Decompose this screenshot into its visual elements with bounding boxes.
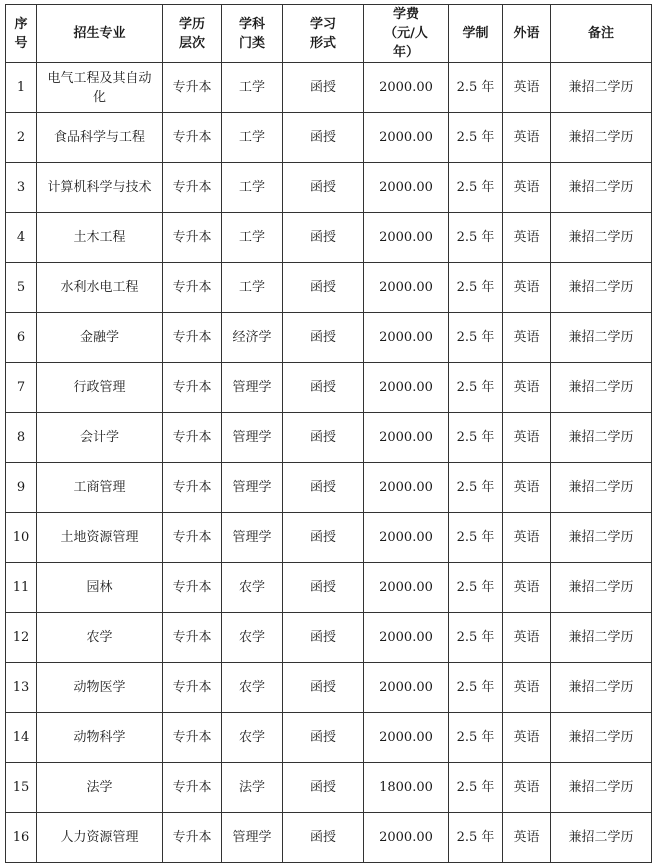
cell-major: 法学 [37, 763, 163, 813]
cell-note: 兼招二学历 [551, 363, 652, 413]
cell-level: 专升本 [163, 513, 222, 563]
cell-fee: 2000.00 [364, 613, 449, 663]
cell-level: 专升本 [163, 663, 222, 713]
cell-note: 兼招二学历 [551, 313, 652, 363]
cell-fee: 2000.00 [364, 263, 449, 313]
cell-duration: 2.5 年 [449, 513, 503, 563]
cell-note: 兼招二学历 [551, 813, 652, 863]
header-text-line: 学历 [178, 16, 205, 32]
header-level [163, 5, 222, 63]
cell-index: 13 [6, 663, 37, 713]
cell-form: 函授 [283, 513, 364, 563]
cell-category: 工学 [222, 113, 283, 163]
cell-major: 行政管理 [37, 363, 163, 413]
table-row [6, 563, 652, 613]
cell-level: 专升本 [163, 613, 222, 663]
cell-language: 英语 [503, 813, 551, 863]
cell-duration: 2.5 年 [449, 213, 503, 263]
cell-language: 英语 [503, 63, 551, 113]
cell-duration: 2.5 年 [449, 763, 503, 813]
header-row [6, 5, 652, 63]
cell-major: 工商管理 [37, 463, 163, 513]
cell-major: 农学 [37, 613, 163, 663]
cell-form: 函授 [283, 413, 364, 463]
cell-note: 兼招二学历 [551, 63, 652, 113]
table-row [6, 663, 652, 713]
cell-index: 11 [6, 563, 37, 613]
cell-level: 专升本 [163, 213, 222, 263]
cell-category: 农学 [222, 613, 283, 663]
table-row [6, 413, 652, 463]
cell-duration: 2.5 年 [449, 463, 503, 513]
cell-note: 兼招二学历 [551, 663, 652, 713]
cell-major: 动物医学 [37, 663, 163, 713]
cell-note: 兼招二学历 [551, 613, 652, 663]
cell-index: 4 [6, 213, 37, 263]
cell-duration: 2.5 年 [449, 263, 503, 313]
cell-fee: 2000.00 [364, 463, 449, 513]
cell-language: 英语 [503, 513, 551, 563]
cell-index: 5 [6, 263, 37, 313]
cell-language: 英语 [503, 613, 551, 663]
cell-language: 英语 [503, 263, 551, 313]
cell-level: 专升本 [163, 263, 222, 313]
cell-duration: 2.5 年 [449, 363, 503, 413]
cell-language: 英语 [503, 213, 551, 263]
cell-level: 专升本 [163, 713, 222, 763]
table-row [6, 463, 652, 513]
cell-language: 英语 [503, 563, 551, 613]
cell-fee: 2000.00 [364, 813, 449, 863]
cell-index: 15 [6, 763, 37, 813]
cell-level: 专升本 [163, 163, 222, 213]
cell-duration: 2.5 年 [449, 163, 503, 213]
header-duration [449, 5, 503, 63]
table-row [6, 763, 652, 813]
cell-note: 兼招二学历 [551, 113, 652, 163]
table-row [6, 613, 652, 663]
cell-major: 会计学 [37, 413, 163, 463]
cell-index: 14 [6, 713, 37, 763]
cell-language: 英语 [503, 713, 551, 763]
cell-level: 专升本 [163, 463, 222, 513]
cell-duration: 2.5 年 [449, 663, 503, 713]
cell-duration: 2.5 年 [449, 813, 503, 863]
cell-major: 园林 [37, 563, 163, 613]
cell-form: 函授 [283, 313, 364, 363]
cell-language: 英语 [503, 763, 551, 813]
cell-category: 工学 [222, 213, 283, 263]
header-text-line: 学费 [392, 7, 419, 22]
cell-level: 专升本 [163, 313, 222, 363]
header-text-line: 备注 [587, 26, 614, 41]
cell-duration: 2.5 年 [449, 563, 503, 613]
cell-index: 9 [6, 463, 37, 513]
cell-duration: 2.5 年 [449, 313, 503, 363]
table-row [6, 313, 652, 363]
cell-category: 经济学 [222, 313, 283, 363]
cell-form: 函授 [283, 263, 364, 313]
cell-language: 英语 [503, 113, 551, 163]
header-text-line: 形式 [309, 35, 336, 51]
cell-index: 7 [6, 363, 37, 413]
cell-form: 函授 [283, 663, 364, 713]
cell-language: 英语 [503, 463, 551, 513]
cell-fee: 2000.00 [364, 313, 449, 363]
cell-fee: 2000.00 [364, 113, 449, 163]
cell-fee: 2000.00 [364, 213, 449, 263]
table-row [6, 513, 652, 563]
cell-fee: 1800.00 [364, 763, 449, 813]
cell-index: 12 [6, 613, 37, 663]
cell-note: 兼招二学历 [551, 763, 652, 813]
header-note [551, 5, 652, 63]
cell-category: 农学 [222, 663, 283, 713]
cell-fee: 2000.00 [364, 63, 449, 113]
table-row [6, 113, 652, 163]
header-fee [364, 5, 449, 63]
cell-major: 食品科学与工程 [37, 113, 163, 163]
cell-category: 管理学 [222, 513, 283, 563]
cell-note: 兼招二学历 [551, 563, 652, 613]
table-header [6, 5, 652, 63]
cell-fee: 2000.00 [364, 363, 449, 413]
header-text-line: 学制 [462, 26, 489, 41]
cell-index: 1 [6, 63, 37, 113]
cell-note: 兼招二学历 [551, 163, 652, 213]
cell-fee: 2000.00 [364, 413, 449, 463]
table-row [6, 263, 652, 313]
cell-level: 专升本 [163, 113, 222, 163]
cell-category: 农学 [222, 563, 283, 613]
cell-duration: 2.5 年 [449, 113, 503, 163]
cell-note: 兼招二学历 [551, 263, 652, 313]
cell-category: 管理学 [222, 363, 283, 413]
cell-level: 专升本 [163, 363, 222, 413]
cell-major: 动物科学 [37, 713, 163, 763]
cell-level: 专升本 [163, 813, 222, 863]
cell-duration: 2.5 年 [449, 613, 503, 663]
cell-form: 函授 [283, 63, 364, 113]
cell-major: 电气工程及其自动化 [37, 63, 163, 113]
cell-fee: 2000.00 [364, 563, 449, 613]
table-row [6, 713, 652, 763]
cell-major: 计算机科学与技术 [37, 163, 163, 213]
cell-index: 6 [6, 313, 37, 363]
cell-language: 英语 [503, 363, 551, 413]
table-row [6, 213, 652, 263]
table-row [6, 163, 652, 213]
cell-form: 函授 [283, 563, 364, 613]
cell-duration: 2.5 年 [449, 63, 503, 113]
header-language [503, 5, 551, 63]
cell-category: 工学 [222, 263, 283, 313]
header-text-line: 招生专业 [73, 26, 126, 41]
cell-duration: 2.5 年 [449, 413, 503, 463]
cell-language: 英语 [503, 163, 551, 213]
cell-index: 8 [6, 413, 37, 463]
cell-form: 函授 [283, 713, 364, 763]
header-index [6, 5, 37, 63]
cell-major: 人力资源管理 [37, 813, 163, 863]
header-text-line: 年） [392, 45, 419, 60]
cell-major: 水利水电工程 [37, 263, 163, 313]
cell-form: 函授 [283, 813, 364, 863]
cell-note: 兼招二学历 [551, 713, 652, 763]
cell-major: 金融学 [37, 313, 163, 363]
cell-language: 英语 [503, 413, 551, 463]
cell-level: 专升本 [163, 413, 222, 463]
header-text-line: 外语 [513, 26, 540, 41]
cell-category: 工学 [222, 63, 283, 113]
table-body [6, 63, 652, 863]
table-row [6, 63, 652, 113]
table-row [6, 363, 652, 413]
cell-level: 专升本 [163, 763, 222, 813]
cell-fee: 2000.00 [364, 663, 449, 713]
cell-duration: 2.5 年 [449, 713, 503, 763]
cell-fee: 2000.00 [364, 163, 449, 213]
cell-note: 兼招二学历 [551, 213, 652, 263]
cell-category: 法学 [222, 763, 283, 813]
cell-level: 专升本 [163, 63, 222, 113]
cell-form: 函授 [283, 163, 364, 213]
cell-note: 兼招二学历 [551, 463, 652, 513]
header-form [283, 5, 364, 63]
header-text-line: 门类 [238, 35, 265, 51]
cell-fee: 2000.00 [364, 713, 449, 763]
cell-language: 英语 [503, 663, 551, 713]
enrollment-table [5, 4, 652, 863]
cell-language: 英语 [503, 313, 551, 363]
header-major [37, 5, 163, 63]
cell-level: 专升本 [163, 563, 222, 613]
cell-index: 16 [6, 813, 37, 863]
cell-form: 函授 [283, 613, 364, 663]
cell-fee: 2000.00 [364, 513, 449, 563]
cell-note: 兼招二学历 [551, 413, 652, 463]
header-text-line: 学科 [238, 16, 265, 32]
header-text-line: （元/人 [384, 26, 428, 41]
cell-category: 管理学 [222, 463, 283, 513]
cell-category: 工学 [222, 163, 283, 213]
header-text-line: 层次 [178, 35, 205, 51]
cell-category: 管理学 [222, 813, 283, 863]
cell-form: 函授 [283, 113, 364, 163]
cell-category: 农学 [222, 713, 283, 763]
cell-index: 3 [6, 163, 37, 213]
cell-form: 函授 [283, 463, 364, 513]
cell-form: 函授 [283, 213, 364, 263]
cell-index: 10 [6, 513, 37, 563]
cell-major: 土木工程 [37, 213, 163, 263]
header-text-line: 学习 [309, 16, 336, 32]
header-text-line: 序 [14, 16, 28, 32]
cell-index: 2 [6, 113, 37, 163]
cell-form: 函授 [283, 363, 364, 413]
cell-major: 土地资源管理 [37, 513, 163, 563]
cell-category: 管理学 [222, 413, 283, 463]
cell-form: 函授 [283, 763, 364, 813]
table-row [6, 813, 652, 863]
cell-note: 兼招二学历 [551, 513, 652, 563]
header-text-line: 号 [14, 35, 28, 51]
header-category [222, 5, 283, 63]
